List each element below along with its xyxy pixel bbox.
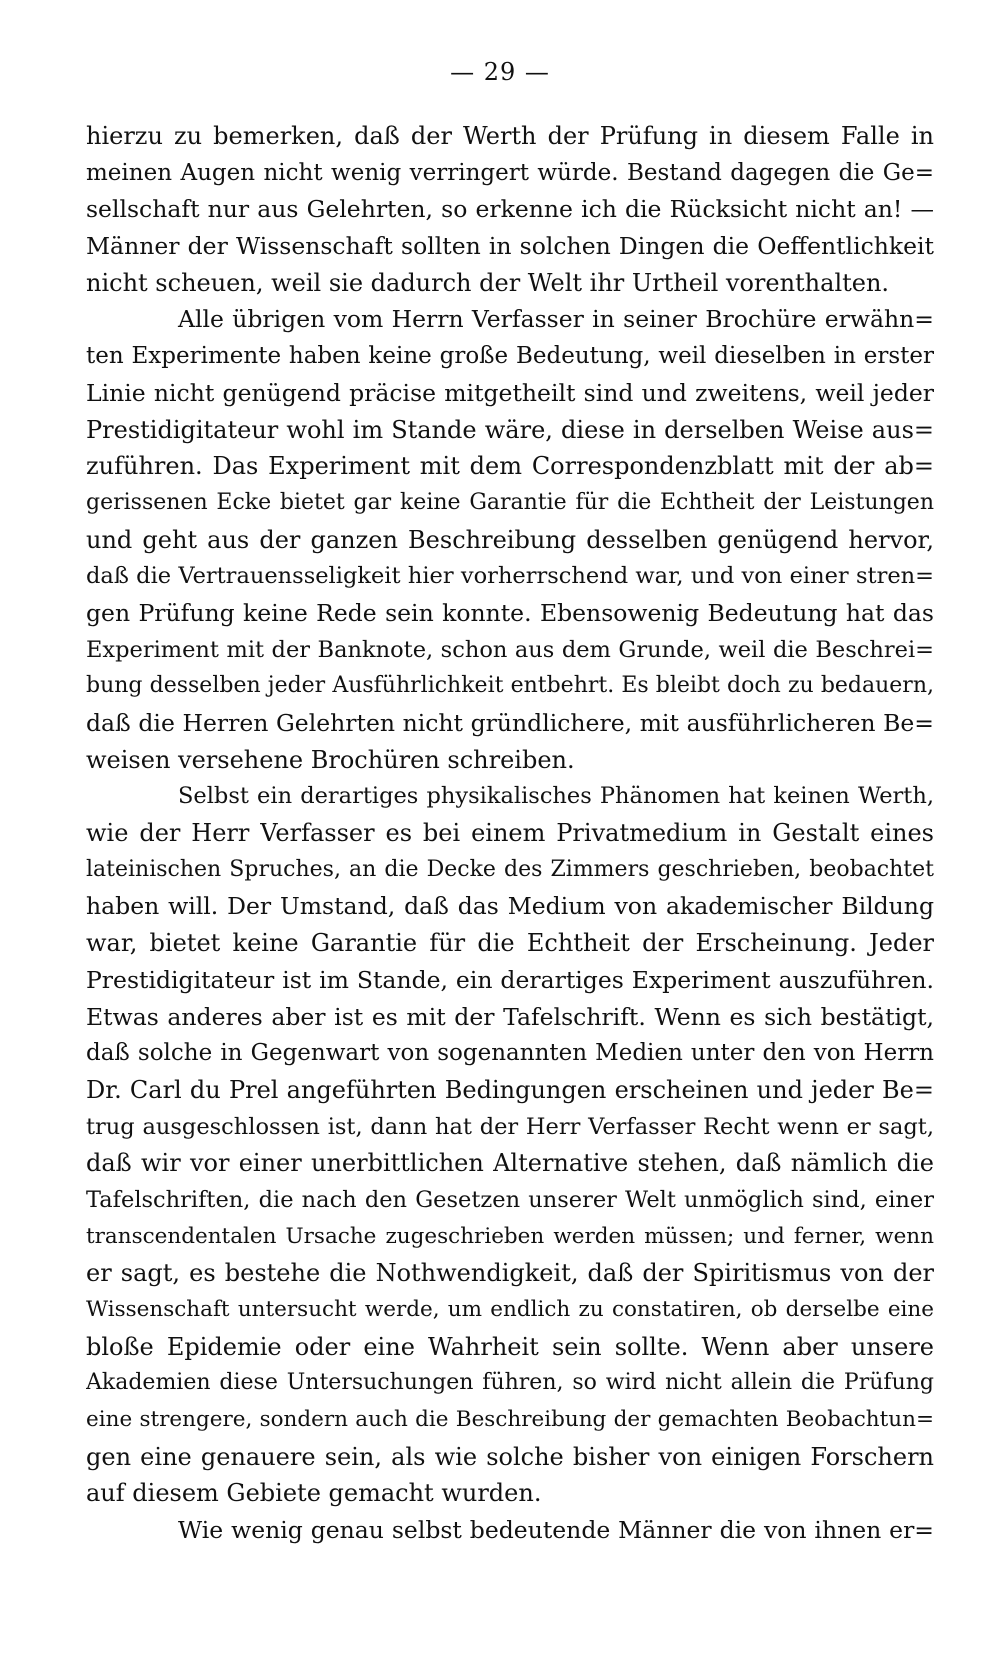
text-line: war, bietet keine Garantie für die Echtheit der Erscheinung. Jeder xyxy=(86,929,934,958)
text-line: und geht aus der ganzen Beschreibung desselben genügend hervor, xyxy=(86,525,934,554)
text-line: er sagt, es bestehe die Nothwendigkeit, daß der Spiritismus von der xyxy=(86,1259,934,1288)
text-line: daß die Herren Gelehrten nicht gründlichere, mit ausführlicheren Be= xyxy=(86,709,934,737)
text-line: Prestidigitateur wohl im Stande wäre, diese in derselben Weise aus= xyxy=(86,415,934,444)
text-line: Dr. Carl du Prel angeführten Bedingungen erscheinen und jeder Be= xyxy=(86,1075,934,1104)
text-line: gerissenen Ecke bietet gar keine Garantie für die Echtheit der Leistungen xyxy=(86,489,934,515)
text-line: auf diesem Gebiete gemacht wurden. xyxy=(86,1479,542,1508)
text-line: daß die Vertrauensseligkeit hier vorherrschend war, und von einer stren= xyxy=(86,563,934,590)
page-number: — 29 — xyxy=(450,58,550,86)
body-text xyxy=(86,118,934,1549)
text-line: wie der Herr Verfasser es bei einem Privatmedium in Gestalt eines xyxy=(86,819,934,848)
text-line: Linie nicht genügend präcise mitgetheilt sind und zweitens, weil jeder xyxy=(86,378,934,407)
text-line: ten Experimente haben keine große Bedeutung, weil dieselben in erster xyxy=(86,343,934,370)
text-line: hierzu zu bemerken, daß der Werth der Prüfung in diesem Falle in xyxy=(86,122,934,150)
text-line: Tafelschriften, die nach den Gesetzen unserer Welt unmöglich sind, einer xyxy=(86,1186,934,1213)
text-line: bloße Epidemie oder eine Wahrheit sein sollte. Wenn aber unsere xyxy=(86,1332,934,1361)
text-line: Wie wenig genau selbst bedeutende Männer die von ihnen er= xyxy=(178,1516,934,1545)
text-line: transcendentalen Ursache zugeschrieben werden müssen; und ferner, wenn xyxy=(86,1223,934,1249)
text-line: daß solche in Gegenwart von sogenannten Medien unter den von Herrn xyxy=(86,1040,934,1067)
text-line: weisen versehene Brochüren schreiben. xyxy=(86,745,575,774)
text-line: trug ausgeschlossen ist, dann hat der Herr Verfasser Recht wenn er sagt, xyxy=(86,1113,934,1140)
text-line: Alle übrigen vom Herrn Verfasser in seiner Brochüre erwähn= xyxy=(178,305,934,334)
text-line: meinen Augen nicht wenig verringert würde. Bestand dagegen die Ge= xyxy=(86,159,934,186)
text-line: Prestidigitateur ist im Stande, ein derartiges Experiment auszuführen. xyxy=(86,965,934,994)
text-line: eine strengere, sondern auch die Beschreibung der gemachten Beobachtun= xyxy=(86,1407,934,1433)
text-line: lateinischen Spruches, an die Decke des Zimmers geschrieben, beobachtet xyxy=(86,856,934,882)
text-line: haben will. Der Umstand, daß das Medium von akademischer Bildung xyxy=(86,892,934,921)
text-line: gen Prüfung keine Rede sein konnte. Ebensowenig Bedeutung hat das xyxy=(86,598,934,627)
text-line: daß wir vor einer unerbittlichen Alternative stehen, daß nämlich die xyxy=(86,1149,934,1178)
text-line: Etwas anderes aber ist es mit der Tafelschrift. Wenn es sich bestätigt, xyxy=(86,1002,934,1031)
text-line: Wissenschaft untersucht werde, um endlich zu constatiren, ob derselbe eine xyxy=(86,1297,934,1322)
text-line: Akademien diese Untersuchungen führen, so wird nicht allein die Prüfung xyxy=(86,1370,934,1396)
text-line: sellschaft nur aus Gelehrten, so erkenne ich die Rücksicht nicht an! — xyxy=(86,195,934,224)
text-line: Experiment mit der Banknote, schon aus dem Grunde, weil die Beschrei= xyxy=(86,636,934,663)
text-line: zuführen. Das Experiment mit dem Correspondenzblatt mit der ab= xyxy=(86,452,934,481)
text-line: bung desselben jeder Ausführlichkeit entbehrt. Es bleibt doch zu bedauern, xyxy=(86,673,934,699)
text-line: Männer der Wissenschaft sollten in solchen Dingen die Oeffentlichkeit xyxy=(86,232,934,261)
text-line: gen eine genauere sein, als wie solche bisher von einigen Forschern xyxy=(86,1442,934,1471)
text-line: Selbst ein derartiges physikalisches Phänomen hat keinen Werth, xyxy=(178,783,934,810)
text-line: nicht scheuen, weil sie dadurch der Welt ihr Urtheil vorenthalten. xyxy=(86,268,890,297)
